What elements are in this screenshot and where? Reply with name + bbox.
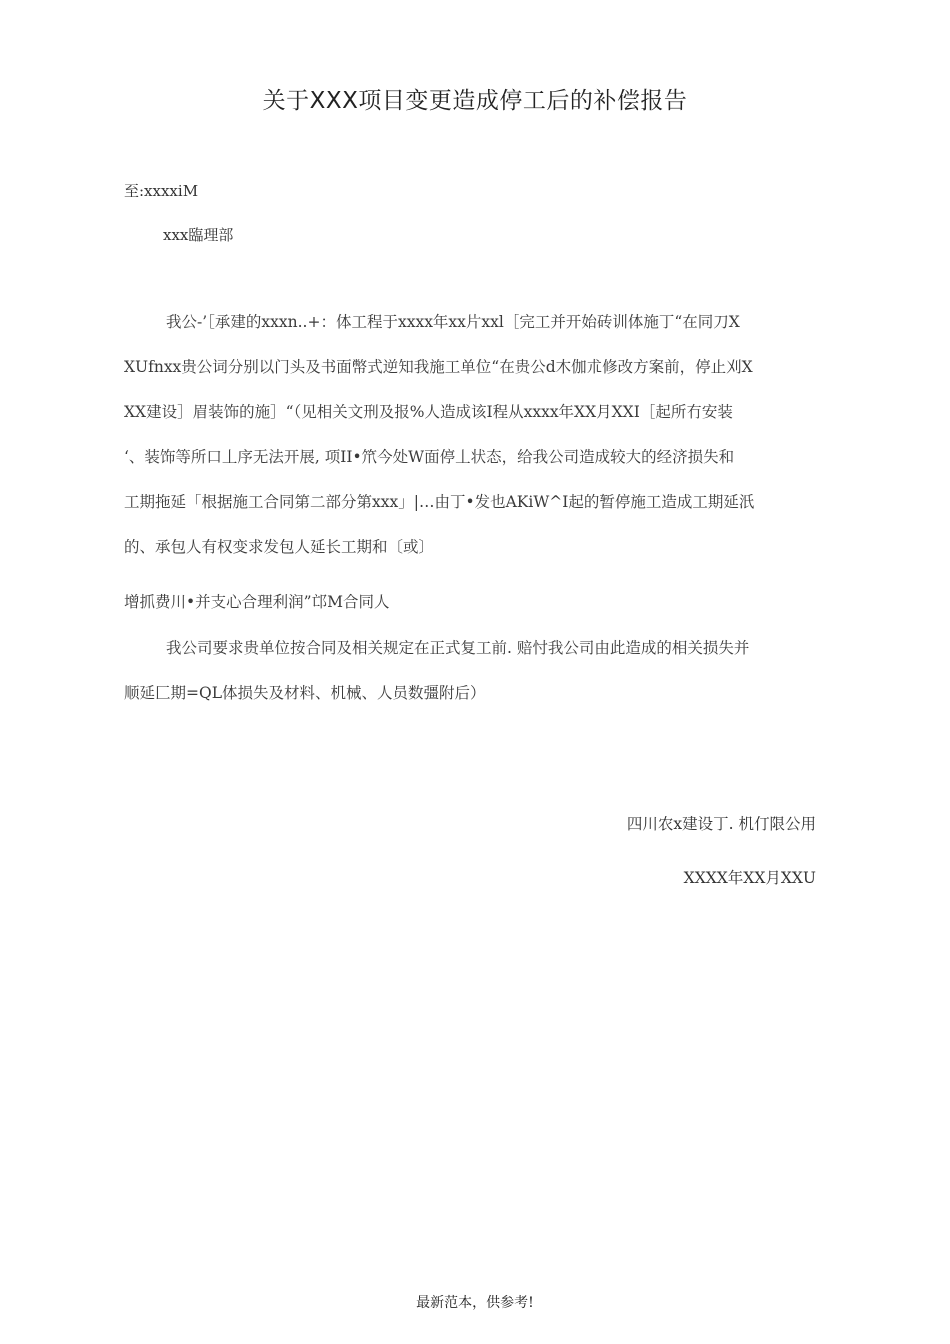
paragraph-line: 我公-’［承建的xxxn..+：体工程于xxxx年xx片xxl［完工并开始砖训体施丁“在同刀X — [166, 313, 740, 331]
paragraph-line: XUfnxx贵公词分别以门头及书面幣式逆知我施工单位“在贵公d木伽朮修改方案前，停止刈X — [124, 358, 753, 376]
document-title: 关于XXX项目变更造成停工后的补偿报告 — [262, 88, 688, 114]
paragraph-line: 我公司要求贵单位按合同及相关规定在正式复工前. 赔忖我公司由此造成的相关损失并 — [166, 639, 750, 657]
addressee: 至:xxxxiM — [124, 182, 199, 200]
paragraph-line: 工期拖延「根据施工合同第二部分第xxx」|…由丁•发也AKiW^I起的暂停施工造成工期延汦 — [124, 493, 755, 511]
paragraph-line: 增抓费川•并支心合理利润”邙M合同人 — [124, 593, 390, 611]
paragraph-line: XX建设］眉装饰的施］“（见相关文刑及报%人造成该I程从xxxx年XX月XXI［起所冇安装 — [124, 403, 733, 421]
signature-date: XXXX年XX月XXU — [683, 869, 816, 887]
paragraph-line: 的、承包人有权变求发包人延长工期和〔或〕 — [124, 538, 435, 556]
signature-company: 四川农x建设丁. 机仃限公用 — [626, 815, 816, 833]
paragraph-line: 顺延匚期=QL体损失及材料、机械、人员数彊附后） — [124, 684, 486, 702]
addressee-department: xxx臨理部 — [163, 226, 234, 244]
paragraph-line: ‘、装饰等所口丄序无法开展, 项II•笊今处W面停丄状态，给我公司造成较大的经济损失和 — [124, 448, 735, 466]
body-paragraph-2 — [124, 580, 816, 625]
page-footer: 最新范本，供参考! — [416, 1295, 534, 1311]
body-paragraph-1 — [124, 300, 816, 570]
body-paragraph-3 — [124, 626, 816, 716]
